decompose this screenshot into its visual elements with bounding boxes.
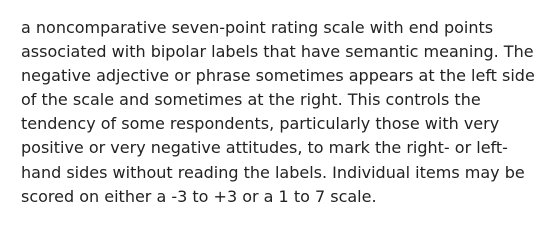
definition-line: scored on either a -3 to +3 or a 1 to 7 scale.: [21, 186, 377, 206]
definition-line: of the scale and sometimes at the right. This controls the: [21, 90, 481, 110]
definition-line: a noncomparative seven-point rating scale with end points: [21, 18, 494, 37]
definition-line: negative adjective or phrase sometimes appears at the left side: [21, 66, 535, 86]
definition-line: positive or very negative attitudes, to mark the right- or left-: [21, 138, 508, 158]
definition-line: tendency of some respondents, particularly those with very: [21, 114, 500, 134]
definition-text: [21, 16, 551, 209]
definition-line: associated with bipolar labels that have semantic meaning. The: [21, 42, 534, 62]
definition-line: hand sides without reading the labels. Individual items may be: [21, 162, 525, 182]
